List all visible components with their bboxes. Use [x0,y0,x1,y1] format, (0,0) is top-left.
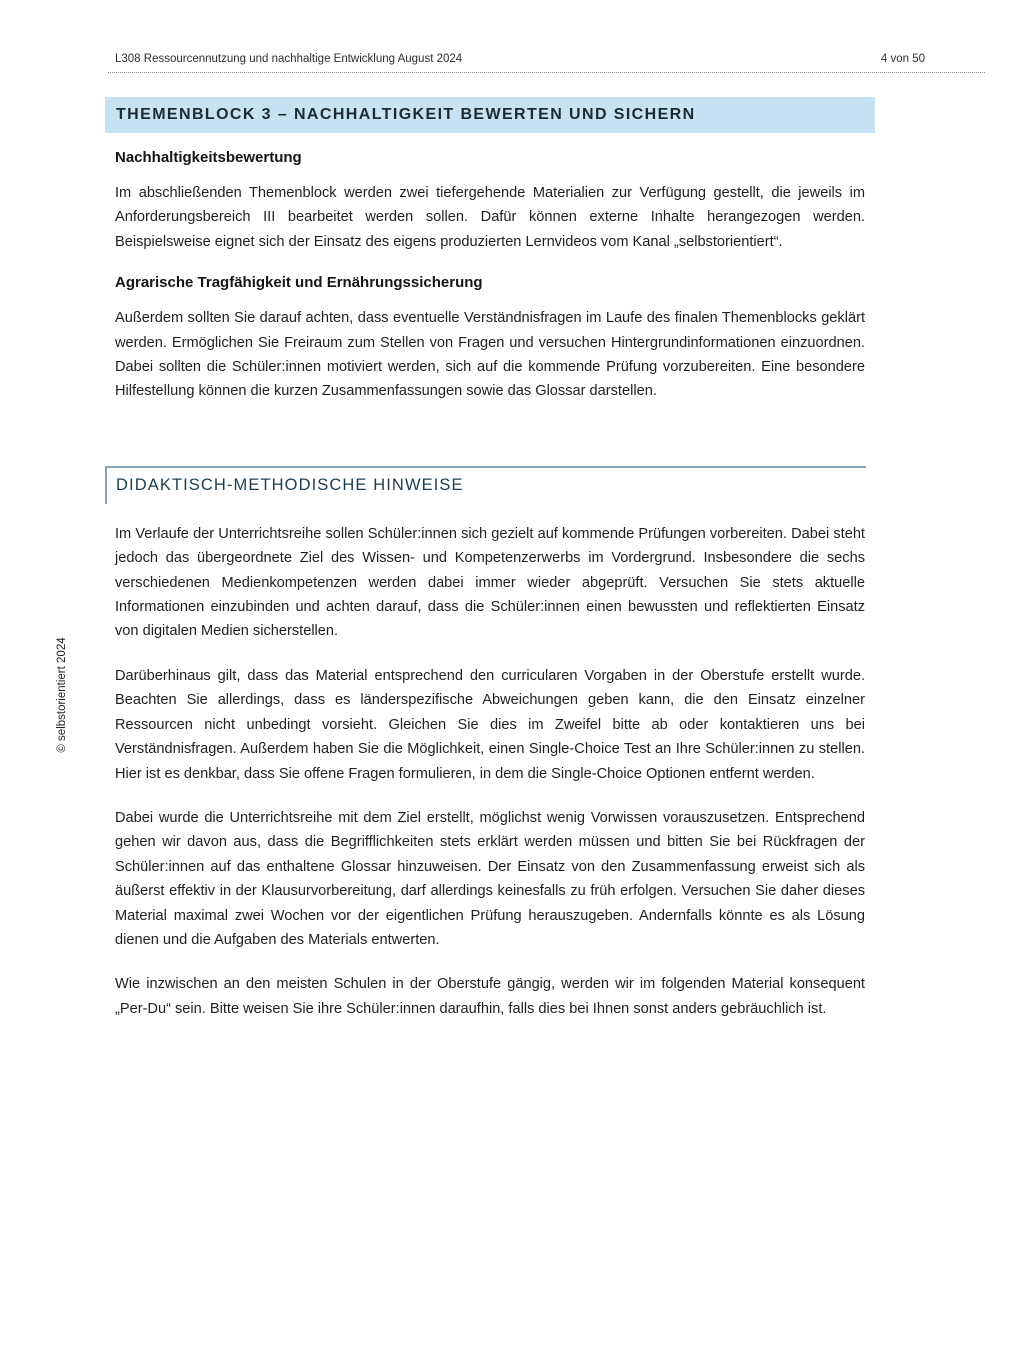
themenblock-banner [105,97,875,133]
main-content [115,149,865,1021]
paragraph-assessment-1: Im abschließenden Themenblock werden zwei tiefergehende Materialien zur Verfügung gestellt, die jeweils im Anforderungsbereich III bearbeitet werden sollen. Dafür können externe Inhalte herangezogen werden. Beispielsweise eignet sich der Einsatz des eigens produzierten Lernvideos vom Kanal „selbstorientiert“. [115,185,865,250]
copyright-vertical-label: © selbstorientiert 2024 [56,637,68,753]
subheading-nachhaltigkeitsbewertung: Nachhaltigkeitsbewertung [115,149,302,166]
paragraph-didactic-1: Im Verlaufe der Unterrichtsreihe sollen Schüler:innen sich gezielt auf kommende Prüfungen vorbereiten. Dabei steht jedoch das übergeordnete Ziel des Wissen- und Kompetenzerwerbs im Vordergrund. Insbesondere die sechs verschiedenen Medienkompetenzen werden dabei immer wieder abgeprüft. Versuchen Sie stets aktuelle Informationen einzubinden und achten darauf, dass die Schüler:innen einen bewussten und reflektierten Einsatz von digitalen Medien sicherstellen. [115,525,865,640]
document-title: L308 Ressourcennutzung und nachhaltige Entwicklung August 2024 [115,53,463,65]
paragraph-didactic-4: Wie inzwischen an den meisten Schulen in der Oberstufe gängig, werden wir im folgenden Material konsequent „Per-Du“ sein. Bitte weisen Sie ihre Schüler:innen daraufhin, falls dies bei Ihnen sonst anders gebräuchlich ist. [115,976,865,1017]
page-header [108,53,985,73]
paragraph-assessment-2: Außerdem sollten Sie darauf achten, dass eventuelle Verständnisfragen im Laufe des finalen Themenblocks geklärt werden. Ermöglichen Sie Freiraum zum Stellen von Fragen und versuchen Hintergrundinformationen einzuordnen. Dabei sollten die Schüler:innen motiviert werden, sich auf die kommende Prüfung vorzubereiten. Eine besondere Hilfestellung können die kurzen Zusammenfassungen sowie das Glossar darstellen. [115,310,865,400]
paragraph-didactic-3: Dabei wurde die Unterrichtsreihe mit dem Ziel erstellt, möglichst wenig Vorwissen vorauszusetzen. Entsprechend gehen wir davon aus, dass die Begrifflichkeiten stets erklärt werden müssen und bitten Sie bei Rückfragen der Schüler:innen auf das enthaltene Glossar hinzuweisen. Der Einsatz von den Zusammenfassung erweist sich als äußerst effektiv in der Klausurvorbereitung, darf allerdings keinesfalls zu früh erfolgen. Versuchen Sie daher dieses Material maximal zwei Wochen vor der eigentlichen Prüfung herauszugeben. Andernfalls könnte es als Lösung dienen und die Aufgaben des Materials entwerten. [115,809,865,948]
page-number: 4 von 50 [880,53,925,65]
paragraph-didactic-2: Darüberhinaus gilt, dass das Material entsprechend den curricularen Vorgaben in der Oberstufe erstellt wurde. Beachten Sie allerdings, dass es länderspezifische Abweichungen geben kann, die den Einsatz einzelner Ressourcen nicht unbedingt vorsieht. Gleichen Sie dies im Zweifel bitte ab oder kontaktieren uns bei Verständnisfragen. Außerdem haben Sie die Möglichkeit, einen Single-Choice Test an Ihre Schüler:innen zu stellen. Hier ist es denkbar, dass Sie offene Fragen formulieren, in dem die Single-Choice Optionen entfernt werden. [115,667,865,782]
section-spacer [115,424,865,466]
subheading-agrarische-tragfaehigkeit: Agrarische Tragfähigkeit und Ernährungssicherung [115,274,483,292]
didactic-section-heading [105,466,866,504]
didactic-section-title: DIDAKTISCH-METHODISCHE HINWEISE [116,475,464,494]
themenblock-banner-title: THEMENBLOCK 3 – NACHHALTIGKEIT BEWERTEN UND SICHERN [116,106,696,123]
